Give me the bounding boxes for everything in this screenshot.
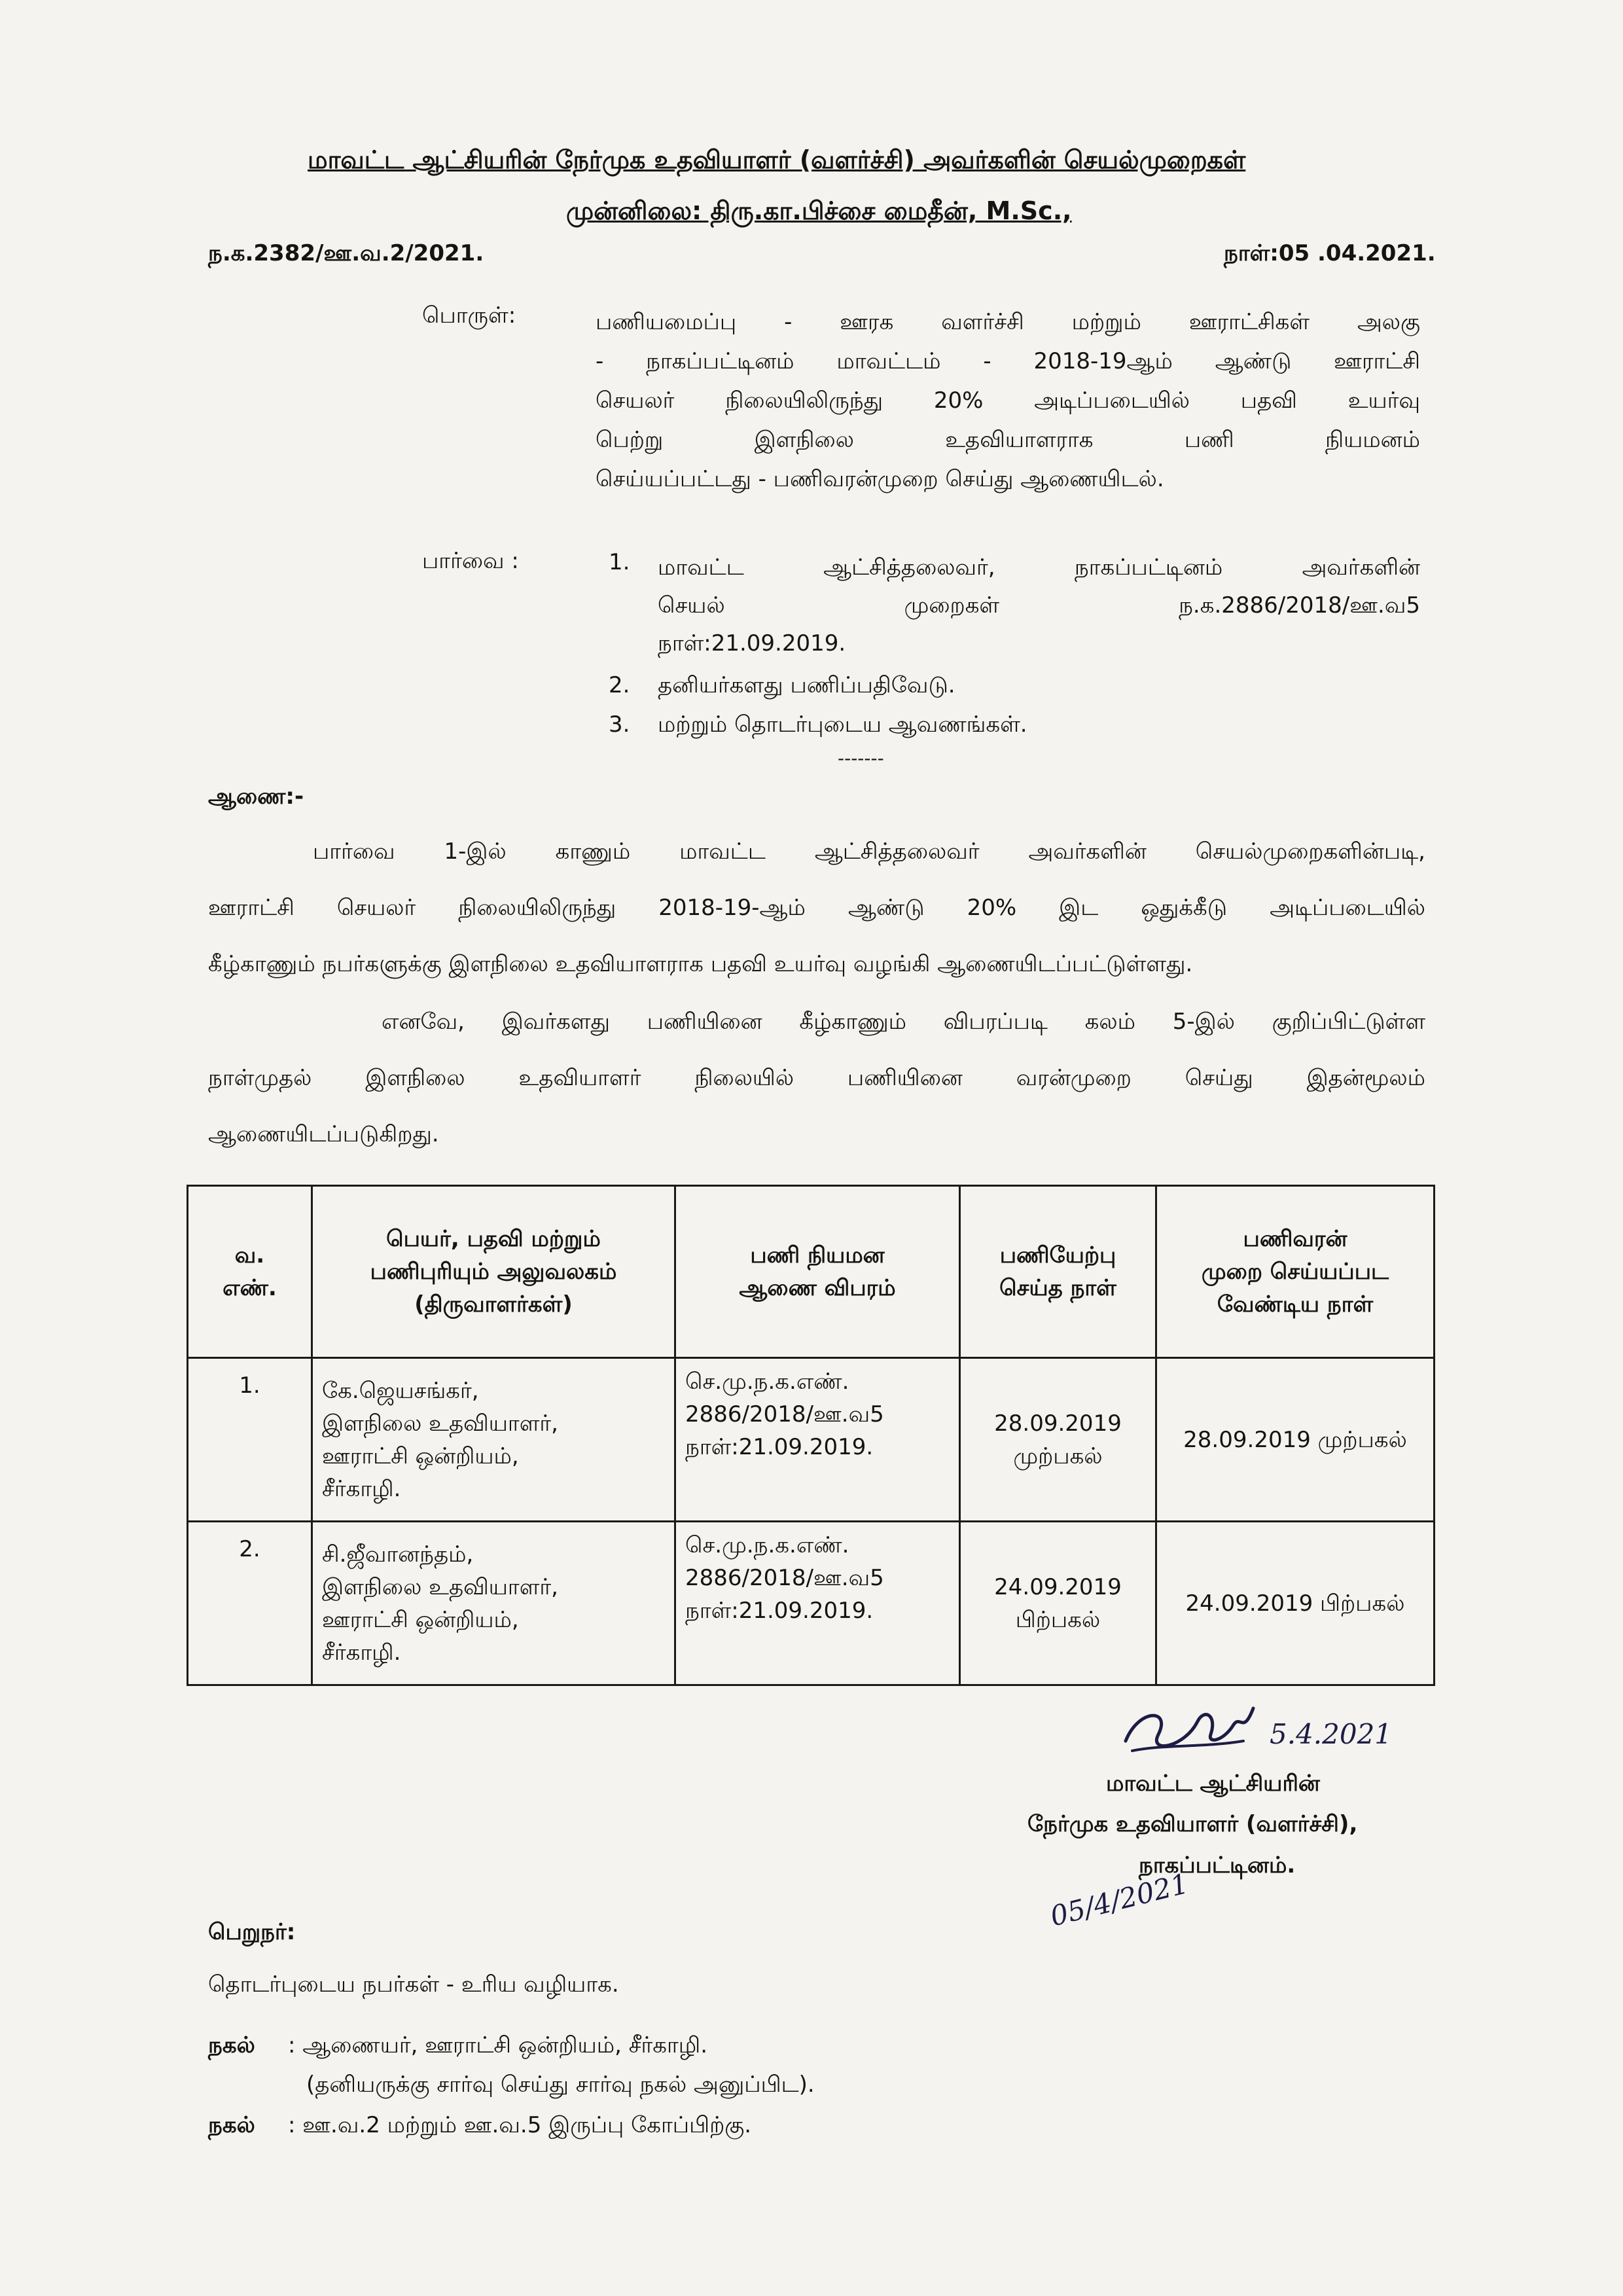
reference-item-3: மற்றும் தொடர்புடைய ஆவணங்கள். (658, 711, 1027, 738)
order-line: எனவே, இவர்களது பணியினை கீழ்காணும் விபரப்படி கலம் 5-இல் குறிப்பிட்டுள்ள (382, 1009, 1425, 1035)
header-line: பணியேற்பு (999, 1242, 1116, 1268)
copy-line: : ஊ.வ.2 மற்றும் ஊ.வ.5 இருப்பு கோப்பிற்கு. (288, 2112, 752, 2138)
cell-serial: 1. (188, 1358, 312, 1522)
received-initials-date: 05/4/2021 (1047, 1867, 1192, 1933)
column-header-name (312, 1186, 675, 1358)
cell-line: செ.மு.ந.க.எண். (685, 1532, 849, 1558)
reference-item-number: 2. (609, 672, 630, 698)
promotion-table (187, 1185, 1435, 1686)
cell-joined (960, 1358, 1156, 1522)
column-header-regularised (1156, 1186, 1435, 1358)
signatory-line: நாகப்பட்டினம். (1139, 1852, 1296, 1878)
cell-regularised: 24.09.2019 பிற்பகல் (1156, 1522, 1435, 1685)
column-header-order (675, 1186, 960, 1358)
cell-name (312, 1358, 675, 1522)
reference-item-number: 3. (609, 711, 630, 738)
header-line: முறை செய்யப்பட (1201, 1259, 1389, 1285)
table-row (188, 1522, 1435, 1685)
order-date: நாள்:05 .04.2021. (1224, 240, 1436, 266)
header-line: செய்த நாள் (999, 1275, 1116, 1301)
order-line: ஆணையிடப்படுகிறது. (208, 1121, 439, 1147)
cell-line: 2886/2018/ஊ.வ5 (685, 1565, 884, 1591)
reference-line: நாள்:21.09.2019. (658, 630, 846, 656)
cell-line: இளநிலை உதவியாளர், (322, 1573, 558, 1600)
column-header-joined (960, 1186, 1156, 1358)
header-line: எண். (223, 1275, 277, 1301)
cell-line: இளநிலை உதவியாளர், (322, 1410, 558, 1437)
order-label: ஆணை:- (208, 783, 304, 810)
subject-line: பணியமைப்பு - ஊரக வளர்ச்சி மற்றும் ஊராட்சிகள் அலகு (596, 309, 1420, 335)
presiding-officer: முன்னிலை: திரு.கா.பிச்சை மைதீன், M.Sc., (566, 196, 1072, 225)
header-line: பெயர், பதவி மற்றும் (386, 1226, 601, 1252)
reference-line: மாவட்ட ஆட்சித்தலைவர், நாகப்பட்டினம் அவர்களின் (658, 554, 1420, 581)
cell-line: சீர்காழி. (322, 1639, 401, 1666)
cell-line: சி.ஜீவானந்தம், (322, 1541, 474, 1568)
order-line: நாள்முதல் இளநிலை உதவியாளர் நிலையில் பணியினை வரன்முறை செய்து இதன்மூலம் (208, 1065, 1425, 1091)
cell-order (675, 1358, 960, 1522)
cell-line: செ.மு.ந.க.எண். (685, 1369, 849, 1395)
page-title: மாவட்ட ஆட்சியரின் நேர்முக உதவியாளர் (வளர்ச்சி) அவர்களின் செயல்முறைகள் (308, 145, 1246, 174)
subject-line: பெற்று இளநிலை உதவியாளராக பணி நியமனம் (596, 427, 1420, 453)
subject-line: - நாகப்பட்டினம் மாவட்டம் - 2018-19ஆம் ஆண்டு ஊராட்சி (596, 348, 1420, 374)
cell-name (312, 1522, 675, 1685)
separator: ------- (838, 747, 884, 769)
cell-line: சீர்காழி. (322, 1475, 401, 1502)
signatory-line: நேர்முக உதவியாளர் (வளர்ச்சி), (1027, 1811, 1358, 1837)
header-line: பணிபுரியும் அலுவலகம் (370, 1259, 617, 1285)
subject-text (596, 302, 1420, 499)
subject-line: செயலர் நிலையிலிருந்து 20% அடிப்படையில் பதவி உயர்வு (596, 387, 1420, 414)
cell-line: 24.09.2019 (994, 1573, 1122, 1600)
header-line: வ. (234, 1242, 265, 1268)
cell-line: ஊராட்சி ஒன்றியம், (322, 1606, 519, 1633)
header-line: பணிவரன் (1243, 1226, 1347, 1252)
reference-item-number: 1. (609, 549, 630, 575)
reference-item-1 (658, 548, 1420, 662)
reference-item-2: தனியர்களது பணிப்பதிவேடு. (658, 672, 955, 698)
copy-label: நகல் (208, 2112, 255, 2138)
cell-line: முற்பகல் (1013, 1443, 1103, 1469)
subject-line: செய்யப்பட்டது - பணிவரன்முறை செய்து ஆணையிடல். (596, 466, 1164, 492)
header-line: (திருவாளர்கள்) (414, 1291, 573, 1318)
cell-line: ஊராட்சி ஒன்றியம், (322, 1443, 519, 1469)
reference-number: ந.க.2382/ஊ.வ.2/2021. (208, 240, 484, 266)
signatory-line: மாவட்ட ஆட்சியரின் (1106, 1770, 1320, 1797)
order-paragraph-1 (208, 823, 1425, 992)
cell-line: 28.09.2019 (994, 1410, 1122, 1437)
table-header-row (188, 1186, 1435, 1358)
order-line: பார்வை 1-இல் காணும் மாவட்ட ஆட்சித்தலைவர் அவர்களின் செயல்முறைகளின்படி, (313, 838, 1425, 865)
copy-label: நகல் (208, 2032, 255, 2058)
cell-line: 2886/2018/ஊ.வ5 (685, 1401, 884, 1427)
column-header-serial (188, 1186, 312, 1358)
copy-line: (தனியருக்கு சார்வு செய்து சார்வு நகல் அனுப்பிட). (306, 2072, 815, 2098)
header-line: பணி நியமன (750, 1242, 885, 1268)
cell-order (675, 1522, 960, 1685)
table-row (188, 1358, 1435, 1522)
cell-line: நாள்:21.09.2019. (685, 1434, 874, 1460)
copy-line: : ஆணையர், ஊராட்சி ஒன்றியம், சீர்காழி. (288, 2032, 708, 2058)
recipients-label: பெறுநர்: (208, 1919, 296, 1945)
reference-line: செயல் முறைகள் ந.க.2886/2018/ஊ.வ5 (658, 592, 1420, 619)
subject-label: பொருள்: (422, 302, 516, 329)
cell-line: நாள்:21.09.2019. (685, 1598, 874, 1624)
header-line: வேண்டிய நாள் (1217, 1291, 1374, 1318)
cell-regularised: 28.09.2019 முற்பகல் (1156, 1358, 1435, 1522)
header-line: ஆணை விபரம் (739, 1275, 896, 1301)
recipients-text: தொடர்புடைய நபர்கள் - உரிய வழியாக. (208, 1971, 619, 1998)
order-line: ஊராட்சி செயலர் நிலையிலிருந்து 2018-19-ஆம் ஆண்டு 20% இட ஒதுக்கீடு அடிப்படையில் (208, 895, 1425, 921)
cell-line: பிற்பகல் (1015, 1606, 1101, 1633)
signature-date: 5.4.2021 (1270, 1718, 1393, 1750)
order-line: கீழ்காணும் நபர்களுக்கு இளநிலை உதவியாளராக பதவி உயர்வு வழங்கி ஆணையிடப்பட்டுள்ளது. (208, 951, 1193, 977)
signature-scribble (1113, 1695, 1283, 1767)
order-paragraph-2 (208, 994, 1425, 1162)
cell-serial: 2. (188, 1522, 312, 1685)
cell-joined (960, 1522, 1156, 1685)
reference-label: பார்வை : (422, 548, 519, 574)
cell-line: கே.ஜெயசங்கர், (322, 1377, 479, 1404)
